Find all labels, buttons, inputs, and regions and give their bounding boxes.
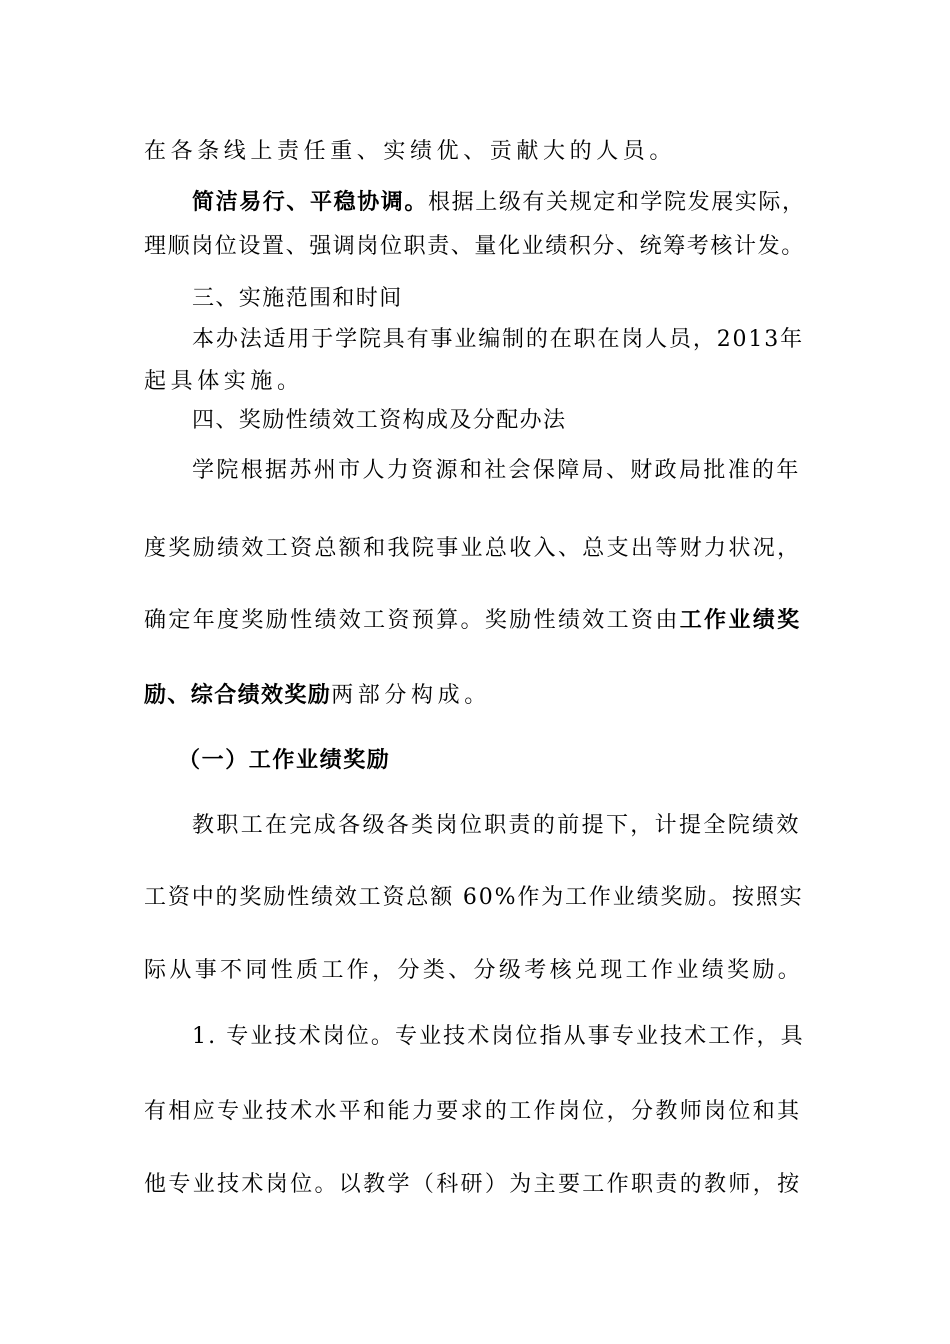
bold-phrase: 工作业绩奖: [679, 608, 802, 633]
section-heading: 四、奖励性绩效工资构成及分配办法: [192, 408, 567, 433]
paragraph-line: 工资中的奖励性绩效工资总额 60%作为工作业绩奖励。按照实: [144, 885, 804, 910]
paragraph-line: 学院根据苏州市人力资源和社会保障局、财政局批准的年: [192, 458, 801, 483]
paragraph-line: 1. 专业技术岗位。专业技术岗位指从事专业技术工作，具: [192, 1024, 805, 1049]
paragraph-text: 确定年度奖励性绩效工资预算。奖励性绩效工资由: [144, 608, 680, 633]
section-heading: 三、实施范围和时间: [192, 286, 403, 311]
bold-phrase: 简洁易行、平稳协调。: [192, 190, 429, 215]
paragraph-text: 根据上级有关规定和学院发展实际，: [428, 190, 806, 215]
paragraph-line: 度奖励绩效工资总额和我院事业总收入、总支出等财力状况，: [144, 536, 802, 561]
paragraph-line: 理顺岗位设置、强调岗位职责、量化业绩积分、统筹考核计发。: [144, 234, 805, 259]
paragraph-line: 他专业技术岗位。以教学（科研）为主要工作职责的教师，按: [144, 1172, 802, 1197]
paragraph-line: 有相应专业技术水平和能力要求的工作岗位，分教师岗位和其: [144, 1099, 802, 1124]
paragraph-line: 在各条线上责任重、实绩优、贡献大的人员。: [144, 139, 677, 164]
paragraph-text: 两部分构成。: [331, 683, 491, 708]
subsection-heading: （一）工作业绩奖励: [178, 748, 391, 773]
paragraph-line: [192, 188, 806, 218]
paragraph-line: 教职工在完成各级各类岗位职责的前提下，计提全院绩效: [192, 813, 801, 838]
bold-phrase: 励、综合绩效奖励: [144, 683, 332, 708]
paragraph-line: [144, 681, 491, 711]
paragraph-line: [144, 606, 801, 636]
paragraph-line: 际从事不同性质工作，分类、分级考核兑现工作业绩奖励。: [144, 958, 804, 983]
paragraph-line: 起具体实施。: [144, 369, 304, 394]
paragraph-line: 本办法适用于学院具有事业编制的在职在岗人员，2013年: [192, 327, 804, 352]
